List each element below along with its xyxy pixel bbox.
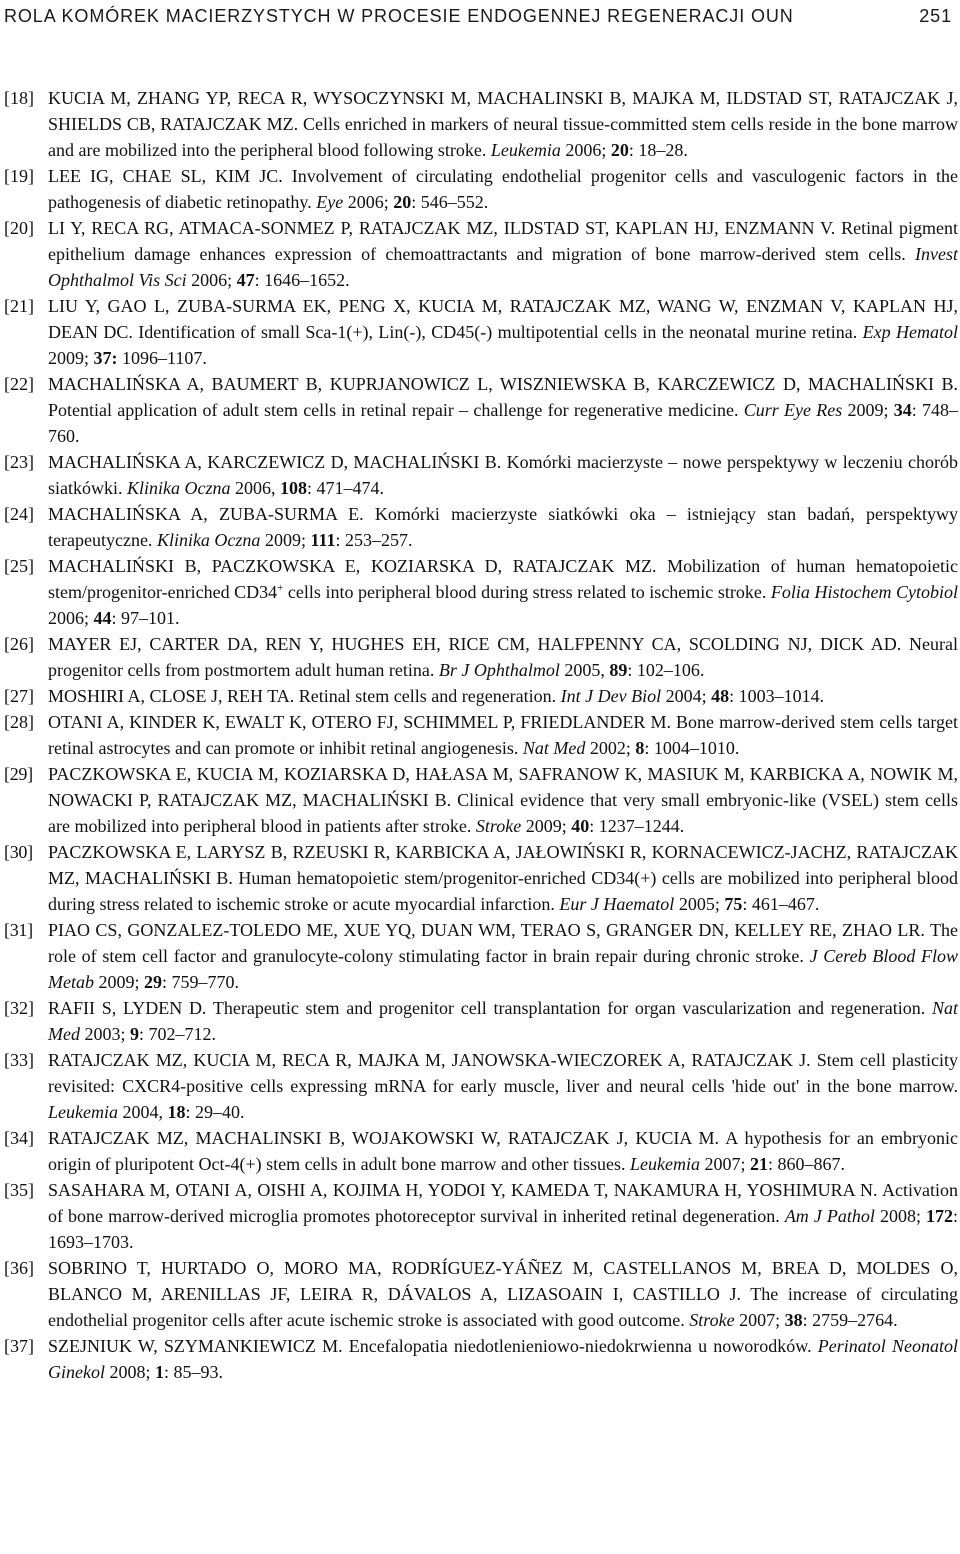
reference-year: 2005;	[678, 894, 720, 914]
reference-journal: Int J Dev Biol	[560, 686, 662, 706]
reference-pages: : 860–867.	[768, 1154, 846, 1174]
reference-title: Stem cell plasticity revisited: CXCR4-positive cells expressing mRNA for early muscle, liver and neural cells 'hide out' in the bone marrow.	[48, 1050, 958, 1096]
reference-item	[4, 761, 958, 839]
reference-title: Identification of small Sca-1(+), Lin(-), CD45(-) multipotential cells in the neonatal murine retina.	[138, 322, 858, 342]
reference-year: 2006;	[48, 608, 90, 628]
reference-year: 2008;	[879, 1206, 921, 1226]
reference-authors: PIAO CS, GONZALEZ-TOLEDO ME, XUE YQ, DUAN WM, TERAO S, GRANGER DN, KELLEY RE, ZHAO LR.	[48, 920, 925, 940]
running-header	[4, 4, 952, 28]
reference-journal: Nat Med	[522, 738, 586, 758]
reference-year: 2005,	[564, 660, 605, 680]
reference-year: 2009;	[847, 400, 889, 420]
reference-number: [25]	[4, 556, 34, 576]
reference-year: 2006;	[191, 270, 233, 290]
reference-volume: 9	[130, 1024, 139, 1044]
reference-title: Encefalopatia niedotlenieniowo-niedokrwienna u noworodków.	[348, 1336, 812, 1356]
reference-authors: MOSHIRI A, CLOSE J, REH TA.	[48, 686, 295, 706]
reference-authors: MACHALIŃSKA A, ZUBA-SURMA E.	[48, 504, 364, 524]
reference-authors: OTANI A, KINDER K, EWALT K, OTERO FJ, SCHIMMEL P, FRIEDLANDER M.	[48, 712, 671, 732]
reference-item	[4, 683, 958, 709]
reference-journal: Leukemia	[48, 1102, 118, 1122]
reference-volume: 108	[280, 478, 307, 498]
reference-pages: : 97–101.	[111, 608, 180, 628]
reference-year: 2008;	[109, 1362, 151, 1382]
reference-title: Komórki macierzyste siatkówki oka – istniejący stan badań, perspektywy terapeutyczne.	[48, 504, 958, 550]
reference-number: [18]	[4, 88, 34, 108]
reference-journal: Leukemia	[630, 1154, 701, 1174]
reference-number: [30]	[4, 842, 33, 862]
reference-authors: MACHALIŃSKA A, KARCZEWICZ D, MACHALIŃSKI B.	[48, 452, 502, 472]
reference-authors: MACHALIŃSKI B, PACZKOWSKA E, KOZIARSKA D, RATAJCZAK MZ.	[48, 556, 657, 576]
reference-journal: Exp Hematol	[862, 322, 959, 342]
reference-pages: : 253–257.	[335, 530, 413, 550]
reference-title: Komórki macierzyste – nowe perspektywy w leczeniu chorób siatkówki.	[48, 452, 958, 498]
reference-pages: : 29–40.	[185, 1102, 245, 1122]
reference-title: Bone marrow-derived stem cells target retinal astrocytes and can promote or inhibit retinal angiogenesis.	[48, 712, 958, 758]
reference-authors: LEE IG, CHAE SL, KIM JC.	[48, 166, 283, 186]
reference-number: [36]	[4, 1258, 34, 1278]
reference-volume: 21	[750, 1154, 769, 1174]
reference-journal: Am J Pathol	[784, 1206, 875, 1226]
reference-number: [19]	[4, 166, 34, 186]
reference-pages: : 1004–1010.	[644, 738, 740, 758]
reference-title: The role of stem cell factor and granulocyte-colony stimulating factor in brain repair during chronic stroke.	[48, 920, 958, 966]
reference-title: Activation of bone marrow-derived microglia promotes photoreceptor survival in inherited retinal degeneration.	[48, 1180, 958, 1226]
reference-item	[4, 1255, 958, 1333]
reference-number: [35]	[4, 1180, 34, 1200]
reference-number: [37]	[4, 1336, 34, 1356]
reference-volume: 47	[236, 270, 255, 290]
reference-item	[4, 709, 958, 761]
reference-year: 2004,	[122, 1102, 163, 1122]
reference-journal: Klinika Oczna	[156, 530, 261, 550]
reference-item	[4, 553, 958, 631]
reference-volume: 29	[144, 972, 162, 992]
reference-item	[4, 917, 958, 995]
reference-item	[4, 1125, 958, 1177]
reference-journal: Folia Histochem Cytobiol	[770, 582, 959, 602]
reference-year: 2007;	[704, 1154, 746, 1174]
reference-authors: SOBRINO T, HURTADO O, MORO MA, RODRÍGUEZ-YÁÑEZ M, CASTELLANOS M, BREA D, MOLDES O, BLANCO M, ARENILLAS JF, LEIRA R, DÁVALOS A, LIZASOAIN I, CASTILLO J.	[48, 1258, 958, 1304]
reference-list	[4, 85, 958, 1385]
reference-volume: 20	[610, 140, 629, 160]
reference-title: Retinal stem cells and regeneration.	[298, 686, 557, 706]
reference-pages: : 1237–1244.	[589, 816, 685, 836]
reference-volume: 37:	[93, 348, 118, 368]
reference-journal: Stroke	[475, 816, 522, 836]
reference-item	[4, 1177, 958, 1255]
reference-volume: 172	[926, 1206, 954, 1226]
reference-number: [22]	[4, 374, 34, 394]
reference-journal: Br J Ophthalmol	[438, 660, 560, 680]
reference-volume: 44	[93, 608, 112, 628]
reference-authors: LI Y, RECA RG, ATMACA-SONMEZ P, RATAJCZAK MZ, ILDSTAD ST, KAPLAN HJ, ENZMANN V.	[48, 218, 836, 238]
reference-year: 2009;	[264, 530, 306, 550]
reference-pages: : 471–474.	[307, 478, 385, 498]
reference-authors: PACZKOWSKA E, LARYSZ B, RZEUSKI R, KARBICKA A, JAŁOWIŃSKI R, KORNACEWICZ-JACHZ, RATAJCZAK MZ, MACHALIŃSKI B.	[48, 842, 958, 888]
reference-authors: SASAHARA M, OTANI A, OISHI A, KOJIMA H, YODOI Y, KAMEDA T, NAKAMURA H, YOSHIMURA N.	[48, 1180, 878, 1200]
reference-number: [31]	[4, 920, 33, 940]
reference-pages: : 759–770.	[162, 972, 240, 992]
reference-year: 2009;	[98, 972, 140, 992]
reference-authors: KUCIA M, ZHANG YP, RECA R, WYSOCZYNSKI M, MACHALINSKI B, MAJKA M, ILDSTAD ST, RATAJCZAK J, SHIELDS CB, RATAJCZAK MZ.	[48, 88, 958, 134]
reference-title: Cells enriched in markers of neural tissue-committed stem cells reside in the bone marrow and are mobilized into the peripheral blood following stroke.	[48, 114, 958, 160]
reference-journal: Klinika Oczna	[127, 478, 231, 498]
reference-item	[4, 163, 958, 215]
reference-authors: LIU Y, GAO L, ZUBA-SURMA EK, PENG X, KUCIA M, RATAJCZAK MZ, WANG W, ENZMAN V, KAPLAN HJ, DEAN DC.	[48, 296, 958, 342]
reference-volume: 40	[571, 816, 590, 836]
reference-pages: : 102–106.	[627, 660, 705, 680]
reference-title: Involvement of circulating endothelial progenitor cells and vasculogenic factors in the pathogenesis of diabetic retinopathy.	[48, 166, 958, 212]
reference-title: Human hematopoietic stem/progenitor-enriched CD34(+) cells are mobilized into peripheral blood during stress related to ischemic stroke or acute myocardial infarction.	[48, 868, 958, 914]
reference-number: [26]	[4, 634, 34, 654]
reference-volume: 75	[724, 894, 743, 914]
reference-authors: RAFII S, LYDEN D.	[48, 998, 207, 1018]
reference-pages: : 1646–1652.	[254, 270, 350, 290]
reference-number: [34]	[4, 1128, 34, 1148]
reference-number: [20]	[4, 218, 34, 238]
page-number: 251	[919, 5, 952, 26]
reference-year: 2006;	[347, 192, 389, 212]
reference-journal: Leukemia	[490, 140, 561, 160]
reference-year: 2009;	[525, 816, 567, 836]
reference-year: 2009;	[48, 348, 90, 368]
reference-year: 2003;	[84, 1024, 126, 1044]
reference-item	[4, 449, 958, 501]
reference-title: Clinical evidence that very small embryonic-like (VSEL) stem cells are mobilized into peripheral blood in patients after stroke.	[48, 790, 959, 836]
reference-item	[4, 631, 958, 683]
reference-authors: MACHALIŃSKA A, BAUMERT B, KUPRJANOWICZ L, WISZNIEWSKA B, KARCZEWICZ D, MACHALIŃSKI B.	[48, 374, 958, 394]
reference-number: [24]	[4, 504, 34, 524]
reference-journal: Eye	[316, 192, 344, 212]
reference-authors: RATAJCZAK MZ, MACHALINSKI B, WOJAKOWSKI W, RATAJCZAK J, KUCIA M.	[48, 1128, 720, 1148]
reference-volume: 8	[635, 738, 645, 758]
reference-journal: Nat Med	[48, 998, 958, 1044]
reference-number: [33]	[4, 1050, 34, 1070]
reference-year: 2007;	[739, 1310, 781, 1330]
reference-item	[4, 1047, 958, 1125]
reference-authors: RATAJCZAK MZ, KUCIA M, RECA R, MAJKA M, JANOWSKA-WIECZOREK A, RATAJCZAK J.	[48, 1050, 811, 1070]
reference-title: A hypothesis for an embryonic origin of pluripotent Oct-4(+) stem cells in adult bone marrow and other tissues.	[48, 1128, 958, 1174]
reference-title: Mobilization of human hematopoietic stem/progenitor-enriched CD34	[48, 556, 959, 602]
reference-item	[4, 839, 958, 917]
reference-journal: Curr Eye Res	[743, 400, 843, 420]
reference-year: 2004;	[665, 686, 707, 706]
running-title: ROLA KOMÓREK MACIERZYSTYCH W PROCESIE ENDOGENNEJ REGENERACJI OUN	[4, 5, 794, 26]
reference-item	[4, 85, 958, 163]
reference-number: [29]	[4, 764, 33, 784]
reference-volume: 48	[711, 686, 730, 706]
reference-title-superscript: +	[277, 582, 284, 594]
reference-year: 2006;	[565, 140, 607, 160]
reference-pages: : 1003–1014.	[729, 686, 825, 706]
reference-volume: 1	[155, 1362, 164, 1382]
reference-pages: : 748–760.	[48, 400, 958, 446]
reference-title: The increase of circulating endothelial progenitor cells after acute ischemic stroke is associated with good outcome.	[48, 1284, 958, 1330]
reference-pages: : 461–467.	[742, 894, 820, 914]
reference-number: [32]	[4, 998, 34, 1018]
reference-volume: 34	[893, 400, 912, 420]
reference-item	[4, 1333, 958, 1385]
reference-title: Neural progenitor cells from postmortem adult human retina.	[48, 634, 958, 680]
reference-item	[4, 215, 958, 293]
reference-journal: Invest Ophthalmol Vis Sci	[48, 244, 959, 290]
reference-item	[4, 371, 958, 449]
reference-pages: : 546–552.	[411, 192, 489, 212]
reference-number: [28]	[4, 712, 34, 732]
reference-authors: SZEJNIUK W, SZYMANKIEWICZ M.	[48, 1336, 343, 1356]
reference-number: [21]	[4, 296, 34, 316]
reference-volume: 89	[609, 660, 628, 680]
reference-pages: : 1693–1703.	[48, 1206, 959, 1252]
reference-title: Therapeutic stem and progenitor cell transplantation for organ vascularization and regeneration.	[212, 998, 926, 1018]
reference-pages: : 85–93.	[164, 1362, 224, 1382]
reference-journal: Eur J Haematol	[559, 894, 675, 914]
reference-number: [27]	[4, 686, 34, 706]
reference-authors: PACZKOWSKA E, KUCIA M, KOZIARSKA D, HAŁASA M, SAFRANOW K, MASIUK M, KARBICKA A, NOWIK M, NOWACKI P, RATAJCZAK MZ, MACHALIŃSKI B.	[48, 764, 958, 810]
reference-year: 2006,	[235, 478, 276, 498]
reference-pages: : 702–712.	[139, 1024, 217, 1044]
reference-item	[4, 995, 958, 1047]
reference-volume: 20	[393, 192, 412, 212]
reference-pages: : 2759–2764.	[802, 1310, 898, 1330]
reference-volume: 111	[310, 530, 336, 550]
reference-year: 2002;	[589, 738, 631, 758]
reference-number: [23]	[4, 452, 34, 472]
reference-title-cont: cells into peripheral blood during stress related to ischemic stroke.	[283, 582, 767, 602]
reference-item	[4, 293, 958, 371]
reference-journal: Stroke	[689, 1310, 735, 1330]
reference-journal: J Cereb Blood Flow Metab	[48, 946, 959, 992]
reference-title: Retinal pigment epithelium damage enhances expression of chemoattractants and migration of bone marrow-derived stem cells.	[48, 218, 959, 264]
reference-pages: : 18–28.	[628, 140, 688, 160]
reference-journal: Perinatol Neonatol Ginekol	[48, 1336, 958, 1382]
reference-volume: 38	[784, 1310, 803, 1330]
reference-volume: 18	[167, 1102, 186, 1122]
reference-pages: 1096–1107.	[117, 348, 207, 368]
reference-title: Potential application of adult stem cells in retinal repair – challenge for regenerative medicine.	[48, 400, 739, 420]
reference-authors: MAYER EJ, CARTER DA, REN Y, HUGHES EH, RICE CM, HALFPENNY CA, SCOLDING NJ, DICK AD.	[48, 634, 902, 654]
reference-item	[4, 501, 958, 553]
